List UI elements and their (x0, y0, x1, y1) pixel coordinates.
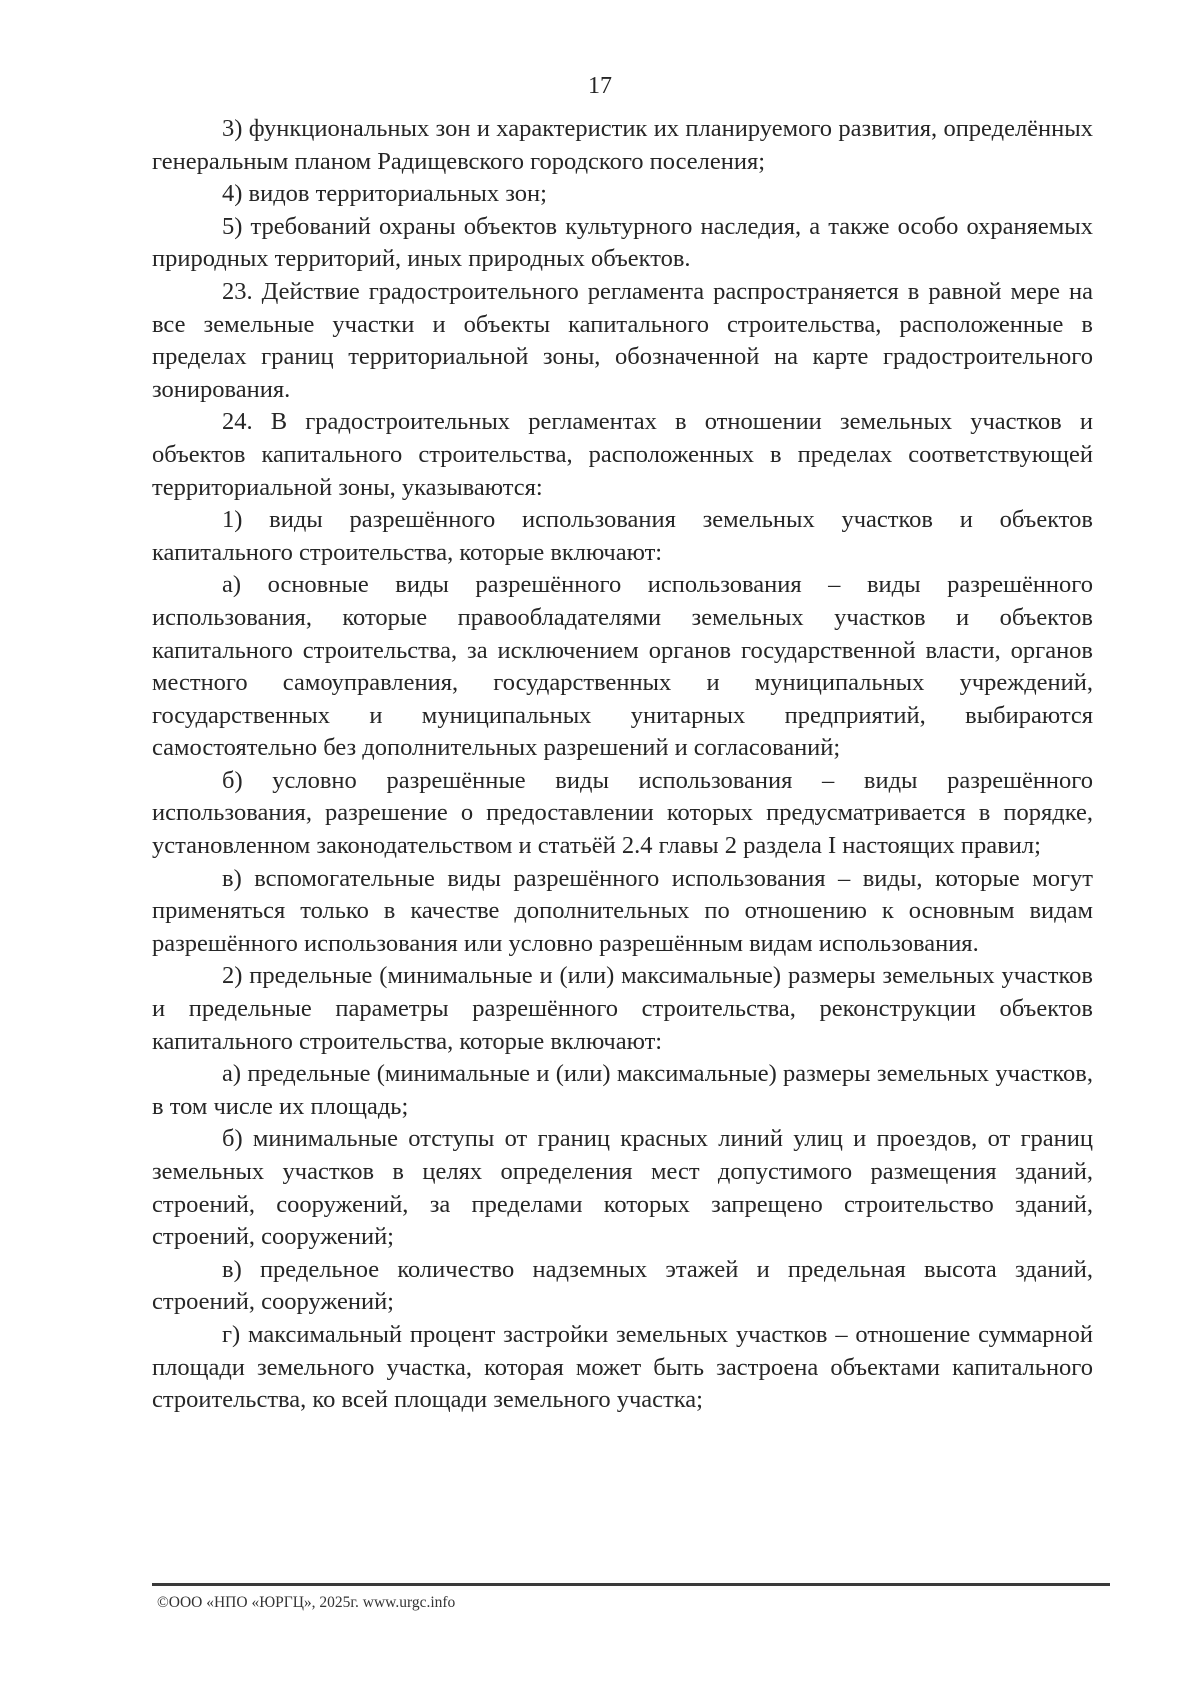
paragraph-subitem-a-2: а) предельные (минимальные и (или) максимальные) размеры земельных участков, в том числе их площадь; (152, 1060, 1093, 1120)
paragraph-subitem-b: б) условно разрешённые виды использования – виды разрешённого использования, разрешение о предоставлении которых предусматривается в порядке, установленном законодательством и статьёй 2.4 главы 2 раздела I настоящих правил; (152, 766, 1093, 860)
paragraph-item-4: 4) видов территориальных зон; (222, 180, 547, 208)
page-number: 17 (588, 73, 612, 99)
paragraph-subitem-v: в) вспомогательные виды разрешённого использования – виды, которые могут применяться только в качестве дополнительных по отношению к основным видам разрешённого использования или условно разрешённым видам использования. (152, 864, 1093, 957)
paragraph-clause-23: 23. Действие градостроительного регламента распространяется в равной мере на все земельные участки и объекты капитального строительства, расположенные в пределах границ территориальной зоны, обозначенной на карте градостроительного зонирования. (152, 277, 1093, 403)
paragraph-subitem-a: а) основные виды разрешённого использования – виды разрешённого использования, которые правообладателями земельных участков и объектов капитального строительства, за исключением органов государственной власти, органов местного самоуправления, государственных и муниципальных учреждений, государственных и муниципальных унитарных предприятий, выбираются самостоятельно без дополнительных разрешений и согласований; (152, 571, 1093, 762)
paragraph-subitem-g: г) максимальный процент застройки земельных участков – отношение суммарной площади земельного участка, которая может быть застроена объектами капитального строительства, ко всей площади земельного участка; (152, 1320, 1093, 1414)
paragraph-subitem-v-2: в) предельное количество надземных этажей и предельная высота зданий, строений, сооружений; (152, 1255, 1093, 1316)
paragraph-item-5: 5) требований охраны объектов культурного наследия, а также особо охраняемых природных территорий, иных природных объектов. (152, 212, 1093, 273)
footer-copyright: ©ООО «НПО «ЮРГЦ», 2025г. www.urgc.info (157, 1594, 456, 1611)
paragraph-clause-24: 24. В градостроительных регламентах в отношении земельных участков и объектов капитального строительства, расположенных в пределах соответствующей территориальной зоны, указываются: (152, 408, 1093, 501)
paragraph-item-2: 2) предельные (минимальные и (или) максимальные) размеры земельных участков и предельные параметры разрешённого строительства, реконструкции объектов капитального строительства, которые включают: (152, 962, 1093, 1055)
paragraph-subitem-b-2: б) минимальные отступы от границ красных линий улиц и проездов, от границ земельных участков в целях определения мест допустимого размещения зданий, строений, сооружений, за пределами которых запрещено строительство зданий, строений, сооружений; (152, 1125, 1093, 1251)
footer-divider (152, 1583, 1110, 1586)
paragraph-item-1: 1) виды разрешённого использования земельных участков и объектов капитального строительства, которые включают: (152, 506, 1093, 566)
body-text (152, 113, 1093, 1417)
paragraph-item-3: 3) функциональных зон и характеристик их планируемого развития, определённых генеральным планом Радищевского городского поселения; (152, 115, 1093, 175)
